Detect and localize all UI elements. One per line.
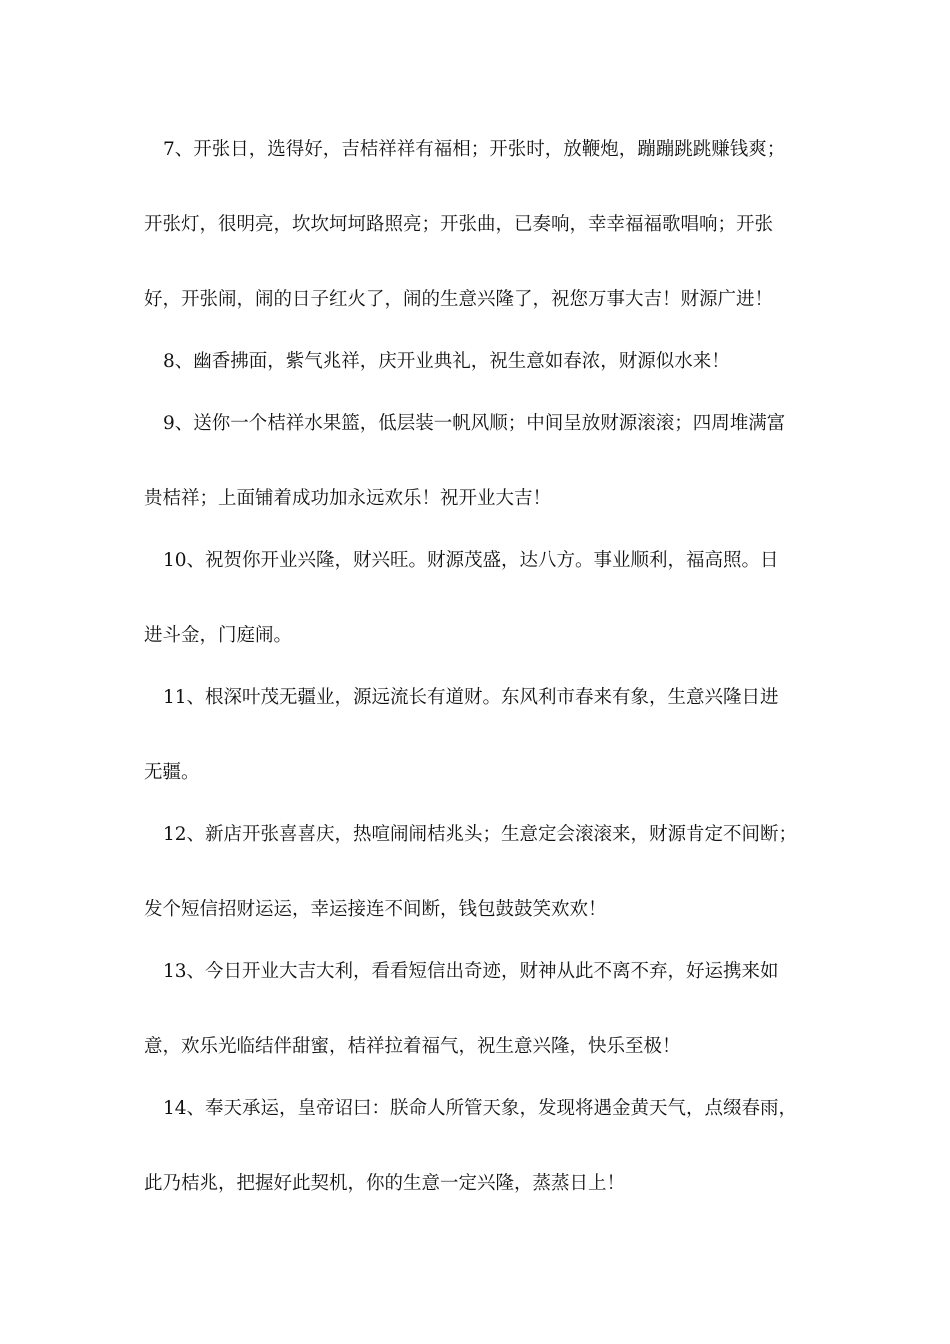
paragraph-7-line-3 <box>144 286 814 314</box>
paragraph-text: 发个短信招财运运，幸运接连不间断，钱包鼓鼓笑欢欢！ <box>144 899 607 920</box>
paragraph-7-line-1 <box>163 136 833 164</box>
paragraph-text: 开张灯，很明亮，坎坎坷坷路照亮；开张曲，已奏响，幸幸福福歌唱响；开张 <box>144 214 774 235</box>
paragraph-text: 、幽香拂面，紫气兆祥，庆开业典礼，祝生意如春浓，财源似水来！ <box>174 351 730 372</box>
paragraph-text: 、奉天承运，皇帝诏曰：朕命人所管天象，发现将遇金黄天气，点缀春雨， <box>186 1098 798 1119</box>
item-number: 7 <box>163 139 175 160</box>
paragraph-text: 、今日开业大吉大利，看看短信出奇迹，财神从此不离不弃，好运携来如 <box>186 961 779 982</box>
paragraph-text: 、根深叶茂无疆业，源远流长有道财。东风利市春来有象，生意兴隆日进 <box>186 687 779 708</box>
paragraph-13-line-2 <box>144 1033 814 1061</box>
paragraph-10-line-2 <box>144 622 814 650</box>
paragraph-14-line-2 <box>144 1170 814 1198</box>
paragraph-13-line-1 <box>163 958 833 986</box>
paragraph-11-line-2 <box>144 759 814 787</box>
paragraph-text: 、新店开张喜喜庆，热喧闹闹桔兆头；生意定会滚滚来，财源肯定不间断； <box>186 824 798 845</box>
paragraph-text: 无疆。 <box>144 762 200 783</box>
paragraph-text: 贵桔祥；上面铺着成功加永远欢乐！祝开业大吉！ <box>144 488 552 509</box>
item-number: 14 <box>163 1098 187 1119</box>
paragraph-11-line-1 <box>163 684 833 712</box>
paragraph-10-line-1 <box>163 547 833 575</box>
paragraph-text: 、祝贺你开业兴隆，财兴旺。财源茂盛，达八方。事业顺利，福高照。日 <box>186 550 779 571</box>
paragraph-14-line-1 <box>163 1095 833 1123</box>
paragraph-text: 、送你一个桔祥水果篮，低层装一帆风顺；中间呈放财源滚滚；四周堆满富 <box>174 413 786 434</box>
paragraph-text: 意，欢乐光临结伴甜蜜，桔祥拉着福气，祝生意兴隆，快乐至极！ <box>144 1036 681 1057</box>
paragraph-8-line-1 <box>163 348 833 376</box>
paragraph-text: 好，开张闹，闹的日子红火了，闹的生意兴隆了，祝您万事大吉！财源广进！ <box>144 289 774 310</box>
item-number: 12 <box>163 824 187 845</box>
paragraph-text: 、开张日，选得好，吉桔祥祥有福相；开张时，放鞭炮，蹦蹦跳跳赚钱爽； <box>174 139 786 160</box>
item-number: 13 <box>163 961 187 982</box>
paragraph-12-line-1 <box>163 821 833 849</box>
item-number: 11 <box>163 687 187 708</box>
paragraph-9-line-2 <box>144 485 814 513</box>
paragraph-12-line-2 <box>144 896 814 924</box>
item-number: 10 <box>163 550 187 571</box>
paragraph-text: 进斗金，门庭闹。 <box>144 625 293 646</box>
item-number: 8 <box>163 351 175 372</box>
paragraph-7-line-2 <box>144 211 814 239</box>
paragraph-9-line-1 <box>163 410 833 438</box>
paragraph-text: 此乃桔兆，把握好此契机，你的生意一定兴隆，蒸蒸日上！ <box>144 1173 626 1194</box>
item-number: 9 <box>163 413 175 434</box>
